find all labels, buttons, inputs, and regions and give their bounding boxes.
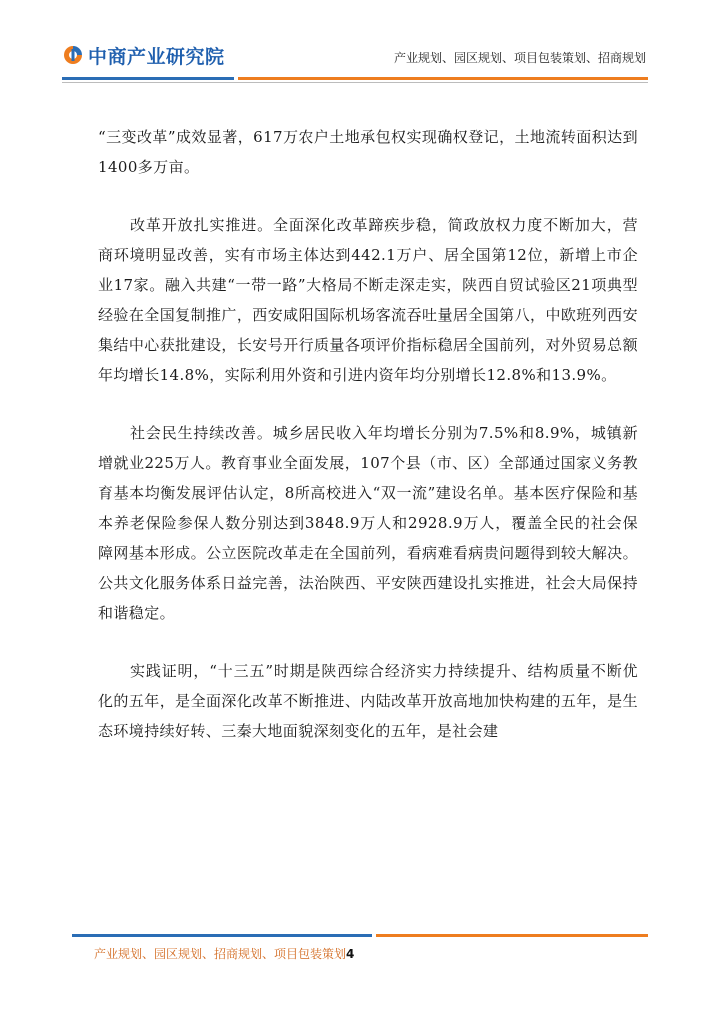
paragraph-reform-opening: 改革开放扎实推进。全面深化改革蹄疾步稳，简政放权力度不断加大，营商环境明显改善，实有市场主体达到442.1万户、居全国第12位，新增上市企业17家。融入共建“一带一路”大格局不断走深走实，陕西自贸试验区21项典型经验在全国复制推广，西安咸阳国际机场客流吞吐量居全国第八，中欧班列西安集结中心获批建设，长安号开行质量各项评价指标稳居全国前列，对外贸易总额年均增长14.8%，实际利用外资和引进内资年均分别增长12.8%和13.9%。	[98, 216, 638, 384]
page-number: 4	[346, 947, 355, 961]
logo-text: 中商产业研究院	[88, 45, 225, 68]
page-header	[0, 0, 724, 90]
footer-label: 产业规划、园区规划、招商规划、项目包装策划	[94, 947, 347, 961]
document-body	[98, 122, 638, 774]
company-logo	[62, 40, 225, 70]
company-logo-icon	[62, 44, 84, 66]
page-footer	[94, 945, 354, 962]
paragraph-land-reform: “三变改革”成效显著，617万农户土地承包权实现确权登记，土地流转面积达到1400多万亩。	[98, 128, 638, 176]
paragraph-practice-proves: 实践证明，“十三五”时期是陕西综合经济实力持续提升、结构质量不断优化的五年，是全面深化改革不断推进、内陆改革开放高地加快构建的五年，是生态环境持续好转、三秦大地面貌深刻变化的五年，是社会建	[98, 662, 638, 740]
header-tagline: 产业规划、园区规划、项目包装策划、招商规划	[393, 51, 646, 65]
footer-divider-orange	[376, 934, 648, 937]
header-divider-thin	[62, 82, 648, 83]
header-divider-orange	[238, 77, 648, 80]
header-divider-blue	[62, 77, 234, 80]
paragraph-social-welfare: 社会民生持续改善。城乡居民收入年均增长分别为7.5%和8.9%，城镇新增就业225万人。教育事业全面发展，107个县（市、区）全部通过国家义务教育基本均衡发展评估认定，8所高校进入“双一流”建设名单。基本医疗保险和基本养老保险参保人数分别达到3848.9万人和2928.9万人，覆盖全民的社会保障网基本形成。公立医院改革走在全国前列，看病难看病贵问题得到较大解决。公共文化服务体系日益完善，法治陕西、平安陕西建设扎实推进，社会大局保持和谐稳定。	[98, 424, 638, 622]
footer-divider-blue	[72, 934, 372, 937]
